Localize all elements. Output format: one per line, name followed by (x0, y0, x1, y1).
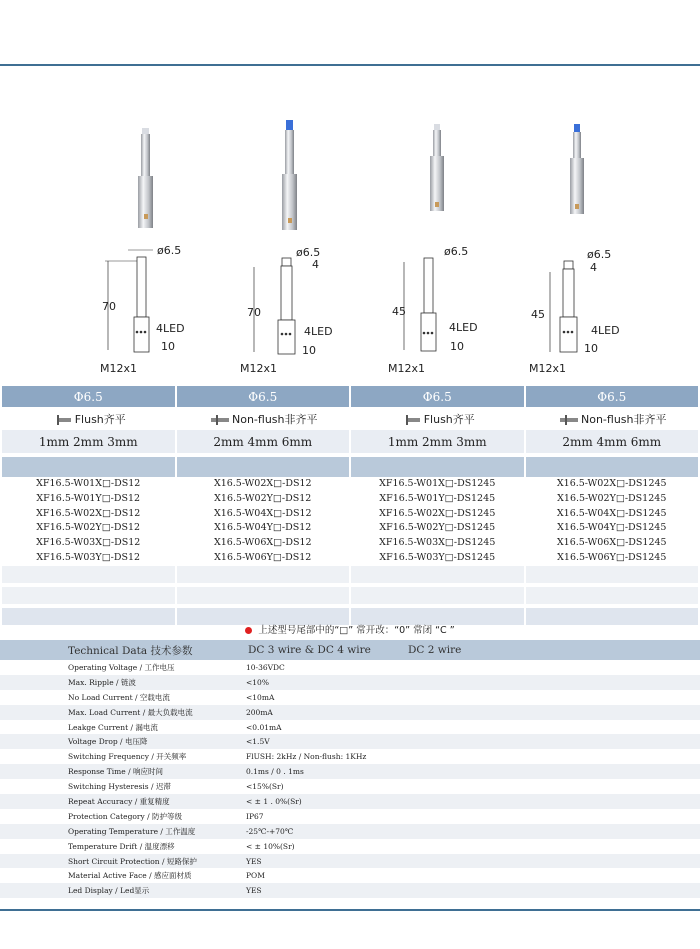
model-number: XF16.5-W02X□-DS12 (36, 507, 141, 519)
spec-value: -25℃-+70℃ (240, 824, 700, 839)
table-row (0, 660, 700, 675)
non-flush-mount-icon (208, 415, 230, 425)
tech-col2-header: DC 2 wire (390, 640, 700, 660)
top-rule (0, 64, 700, 66)
led-label: 4LED (591, 324, 620, 337)
diameter-label: ø6.5 (157, 244, 182, 257)
diameter-label: ø6.5 (587, 248, 612, 261)
length-label: 70 (102, 300, 116, 313)
spec-value: <0.01mA (240, 720, 700, 735)
spec-value: IP67 (240, 809, 700, 824)
diameter-label: ø6.5 (296, 246, 321, 259)
non-flush-mount-icon (557, 415, 579, 425)
length-label: 45 (392, 305, 406, 318)
model-number: XF16.5-W01Y□-DS1245 (379, 492, 496, 504)
spec-value: 10-36VDC (240, 660, 700, 675)
table-row (0, 749, 700, 764)
mount-type-label: Non-flush非齐平 (231, 412, 318, 426)
table-row (0, 839, 700, 854)
model-number: X16.5-W02X□-DS1245 (556, 478, 667, 489)
red-bullet-icon (245, 627, 252, 634)
spec-label: Material Active Face / 感应面材质 (0, 868, 240, 883)
column-header: Φ6.5 (177, 386, 350, 407)
table-row (0, 883, 700, 898)
led-label: 4LED (449, 321, 478, 334)
led-window (575, 204, 579, 209)
mount-type-label: Non-flush非齐平 (580, 412, 667, 426)
mount-type-label: Flush齐平 (423, 412, 475, 426)
selection-table (0, 386, 700, 625)
model-list (2, 477, 175, 566)
thread-label: M12x1 (240, 362, 277, 375)
model-number: XF16.5-W02X□-DS1245 (379, 507, 496, 519)
model-suffix-note (0, 622, 700, 640)
sensing-range: 1mm 2mm 3mm (351, 430, 524, 453)
flush-mount-icon (400, 415, 422, 425)
spec-label: Max. Ripple / 链波 (0, 675, 240, 690)
tech-title: Technical Data 技术参数 (0, 640, 240, 660)
sensor-body (573, 132, 581, 158)
mount-type-label: Flush齐平 (74, 412, 126, 426)
led-window (144, 214, 148, 219)
model-list-row (2, 477, 698, 566)
spec-label: Response Time / 响应时间 (0, 764, 240, 779)
sensor-cap (286, 120, 293, 130)
spec-value: 0.1ms / 0 . 1ms (240, 764, 700, 779)
spec-value: <10% (240, 675, 700, 690)
spec-value: <15%(Sr) (240, 779, 700, 794)
sensor-body (141, 134, 150, 176)
model-number: XF16.5-W01X□-DS12 (36, 478, 141, 489)
model-number: XF16.5-W02Y□-DS1245 (379, 522, 496, 534)
spec-value: YES (240, 883, 700, 898)
spec-value: < ± 1 . 0%(Sr) (240, 794, 700, 809)
led-label: 4LED (156, 322, 185, 335)
table-row (0, 854, 700, 869)
led-window (435, 202, 439, 207)
model-list (526, 477, 699, 566)
model-number: XF16.5-W03X□-DS1245 (379, 537, 496, 549)
table-row (0, 824, 700, 839)
length-label: 70 (247, 306, 261, 319)
table-row (0, 690, 700, 705)
tail-label: 10 (302, 344, 316, 357)
model-number: X16.5-W06Y□-DS1245 (557, 551, 667, 563)
empty-row (2, 587, 698, 604)
model-number: X16.5-W06X□-DS12 (213, 537, 312, 549)
model-number: XF16.5-W03Y□-DS12 (36, 551, 141, 563)
header-row (2, 386, 698, 407)
product-4 (505, 110, 680, 385)
technical-data-header (0, 640, 700, 660)
sensor-body (433, 130, 441, 156)
spec-label: Voltage Drop / 电压降 (0, 734, 240, 749)
spec-value: < ± 10%(Sr) (240, 839, 700, 854)
led-window (288, 218, 292, 223)
model-number: XF16.5-W03Y□-DS1245 (379, 551, 496, 563)
note-text: 上述型号尾部中的“□” 常开改：“0” 常闭 “C ” (258, 625, 455, 636)
spec-label: Operating Temperature / 工作温度 (0, 824, 240, 839)
table-row (0, 809, 700, 824)
sensor-body (285, 130, 294, 174)
table-row (0, 734, 700, 749)
spec-value: POM (240, 868, 700, 883)
led-label: 4LED (304, 325, 333, 338)
sensor-connector (138, 176, 153, 228)
model-list (177, 477, 350, 566)
spec-value: FlUSH: 2kHz / Non-flush: 1KHz (240, 749, 700, 764)
spec-value: 200mA (240, 705, 700, 720)
spec-label: Repeat Accuracy / 重复精度 (0, 794, 240, 809)
sensor-cap (574, 124, 580, 132)
tip-label: 4 (312, 258, 319, 271)
model-number: X16.5-W06Y□-DS12 (214, 551, 312, 563)
diameter-label: ø6.5 (444, 245, 469, 258)
model-number: X16.5-W02Y□-DS1245 (557, 492, 667, 504)
model-number: X16.5-W04X□-DS12 (213, 507, 312, 519)
spec-label: Short Circuit Protection / 短路保护 (0, 854, 240, 869)
table-row (0, 779, 700, 794)
tip-label: 4 (590, 261, 597, 274)
model-number: X16.5-W04Y□-DS1245 (557, 522, 667, 534)
blank-band-row (2, 457, 698, 477)
tail-label: 10 (450, 340, 464, 353)
thread-label: M12x1 (388, 362, 425, 375)
table-row (0, 794, 700, 809)
thread-label: M12x1 (100, 362, 137, 375)
model-number: X16.5-W02Y□-DS12 (214, 492, 312, 504)
empty-row (2, 566, 698, 583)
sensing-range: 2mm 4mm 6mm (526, 430, 699, 453)
tail-label: 10 (584, 342, 598, 355)
mount-type-row (2, 407, 698, 430)
model-number: X16.5-W06X□-DS1245 (556, 537, 667, 549)
spec-label: Temperature Drift / 温度漂移 (0, 839, 240, 854)
spec-label: No Load Current / 空载电流 (0, 690, 240, 705)
column-header: Φ6.5 (2, 386, 175, 407)
tech-col1-header: DC 3 wire & DC 4 wire (240, 640, 390, 660)
sensing-range: 2mm 4mm 6mm (177, 430, 350, 453)
table-row (0, 764, 700, 779)
sensing-range: 1mm 2mm 3mm (2, 430, 175, 453)
spec-label: Leakge Current / 漏电流 (0, 720, 240, 735)
bottom-rule (0, 909, 700, 911)
spec-label: Max. Load Current / 最大负载电流 (0, 705, 240, 720)
sensing-range-row (2, 430, 698, 453)
table-row (0, 705, 700, 720)
model-number: XF16.5-W01X□-DS1245 (379, 478, 496, 489)
product-drawings (0, 110, 700, 385)
spec-value: <1.5V (240, 734, 700, 749)
column-header: Φ6.5 (351, 386, 524, 407)
spec-label: Switching Frequency / 开关频率 (0, 749, 240, 764)
model-number: X16.5-W04X□-DS1245 (556, 507, 667, 519)
model-number: X16.5-W04Y□-DS12 (214, 522, 312, 534)
model-number: XF16.5-W02Y□-DS12 (36, 522, 141, 534)
product-1 (58, 110, 233, 385)
thread-label: M12x1 (529, 362, 566, 375)
spec-value: <10mA (240, 690, 700, 705)
spec-label: Led Display / Led显示 (0, 883, 240, 898)
tail-label: 10 (161, 340, 175, 353)
spec-label: Operating Voltage / 工作电压 (0, 660, 240, 675)
spec-label: Protection Category / 防护等级 (0, 809, 240, 824)
table-row (0, 675, 700, 690)
table-row (0, 720, 700, 735)
sensor-cap (142, 128, 149, 134)
model-number: XF16.5-W03X□-DS12 (36, 537, 141, 549)
flush-mount-icon (51, 415, 73, 425)
table-row (0, 868, 700, 883)
model-list (351, 477, 524, 566)
model-number: X16.5-W02X□-DS12 (213, 478, 312, 489)
spec-value: YES (240, 854, 700, 869)
technical-data-table (0, 640, 700, 898)
spec-label: Switching Hysteresis / 迟滞 (0, 779, 240, 794)
model-number: XF16.5-W01Y□-DS12 (36, 492, 141, 504)
sensor-cap (434, 124, 440, 130)
length-label: 45 (531, 308, 545, 321)
column-header: Φ6.5 (526, 386, 699, 407)
